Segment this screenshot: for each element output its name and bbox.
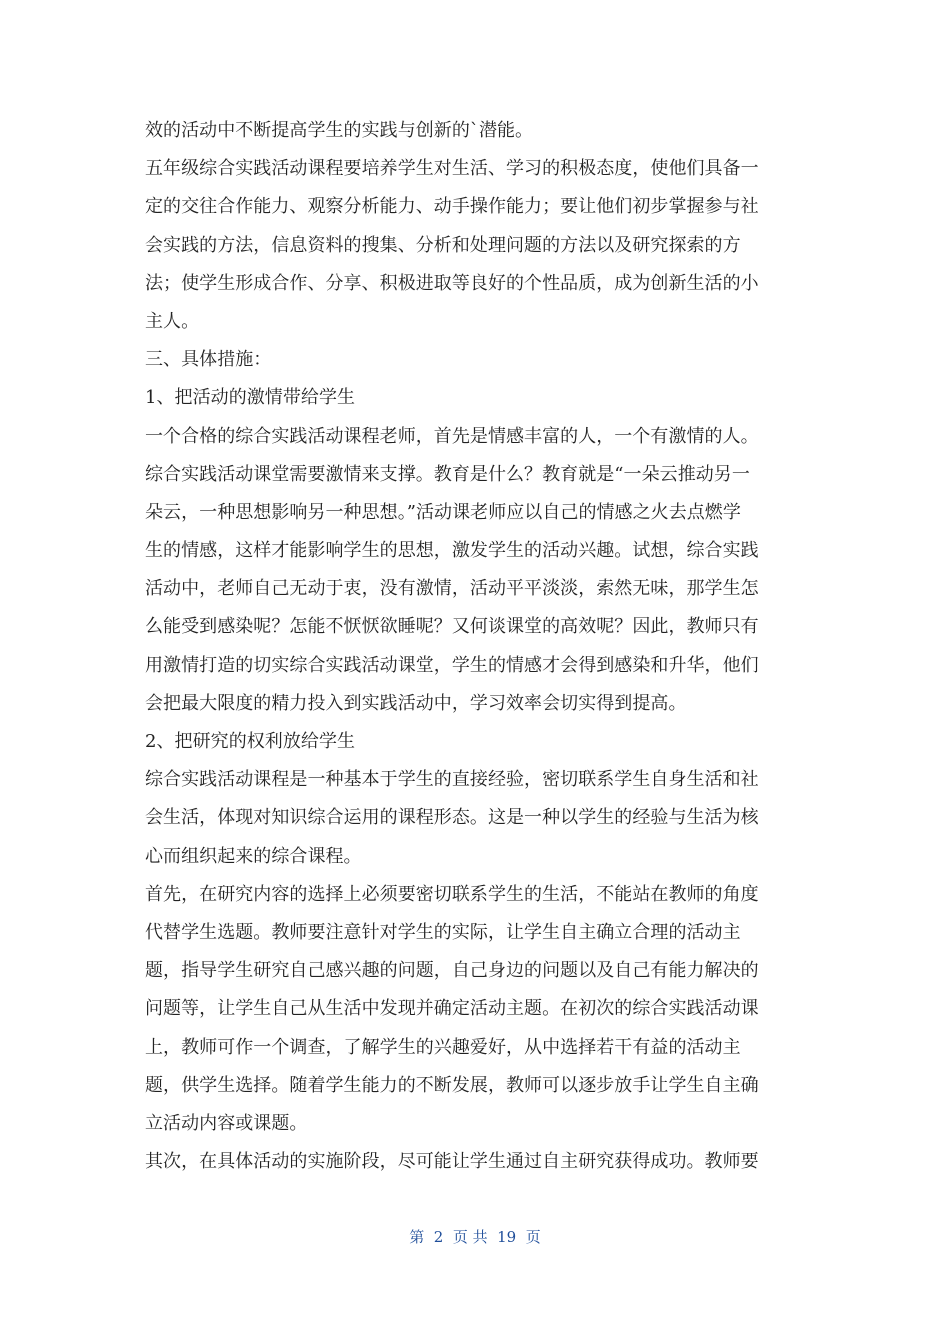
text-line: 法；使学生形成合作、分享、积极进取等良好的个性品质，成为创新生活的小 bbox=[145, 272, 759, 294]
text-line: 主人。 bbox=[145, 310, 200, 332]
text-line: 生的情感，这样才能影响学生的思想，激发学生的活动兴趣。试想，综合实践 bbox=[145, 540, 759, 562]
text-line: 心而组织起来的综合课程。 bbox=[145, 845, 362, 867]
text-line: 会实践的方法，信息资料的搜集、分析和处理问题的方法以及研究探索的方 bbox=[145, 234, 741, 256]
section-heading: 三、具体措施： bbox=[145, 349, 272, 371]
text-line: 朵云，一种思想影响另一种思想。”活动课老师应以自己的情感之火去点燃学 bbox=[145, 501, 741, 523]
subsection-heading: 2、把研究的权利放给学生 bbox=[145, 731, 356, 752]
text-line: 立活动内容或课题。 bbox=[145, 1112, 308, 1134]
text-line: 五年级综合实践活动课程要培养学生对生活、学习的积极态度，使他们具备一 bbox=[145, 158, 759, 180]
text-line: 其次，在具体活动的实施阶段，尽可能让学生通过自主研究获得成功。教师要 bbox=[145, 1151, 759, 1173]
text-line: 定的交往合作能力、观察分析能力、动手操作能力；要让他们初步掌握参与社 bbox=[145, 196, 759, 218]
text-line: 题，供学生选择。随着学生能力的不断发展，教师可以逐步放手让学生自主确 bbox=[145, 1074, 759, 1096]
subsection-heading: 1、把活动的激情带给学生 bbox=[145, 387, 356, 409]
body-text bbox=[145, 112, 797, 1181]
text-line: 问题等，让学生自己从生活中发现并确定活动主题。在初次的综合实践活动课 bbox=[145, 998, 759, 1020]
text-line: 综合实践活动课程是一种基本于学生的直接经验，密切联系学生自身生活和社 bbox=[145, 769, 759, 791]
text-line: 题，指导学生研究自己感兴趣的问题，自己身边的问题以及自己有能力解决的 bbox=[145, 960, 759, 982]
page-footer: 第 2 页 共 19 页 bbox=[409, 1228, 541, 1246]
text-line: 效的活动中不断提高学生的实践与创新的`潜能。 bbox=[145, 120, 534, 141]
text-line: 一个合格的综合实践活动课程老师，首先是情感丰富的人，一个有激情的人。 bbox=[145, 425, 759, 447]
text-line: 么能受到感染呢？怎能不恹恹欲睡呢？又何谈课堂的高效呢？因此，教师只有 bbox=[145, 616, 759, 638]
text-line: 代替学生选题。教师要注意针对学生的实际，让学生自主确立合理的活动主 bbox=[145, 921, 741, 943]
text-line: 首先，在研究内容的选择上必须要密切联系学生的生活，不能站在教师的角度 bbox=[145, 883, 759, 905]
text-line: 活动中，老师自己无动于衷，没有激情，活动平平淡淡，索然无味，那学生怎 bbox=[145, 578, 759, 600]
text-line: 上，教师可作一个调查，了解学生的兴趣爱好，从中选择若干有益的活动主 bbox=[145, 1036, 741, 1058]
text-line: 会把最大限度的精力投入到实践活动中，学习效率会切实得到提高。 bbox=[145, 692, 687, 714]
text-line: 会生活，体现对知识综合运用的课程形态。这是一种以学生的经验与生活为核 bbox=[145, 807, 759, 829]
text-line: 综合实践活动课堂需要激情来支撑。教育是什么？教育就是“一朵云推动另一 bbox=[145, 463, 750, 485]
text-line: 用激情打造的切实综合实践活动课堂，学生的情感才会得到感染和升华，他们 bbox=[145, 654, 759, 676]
